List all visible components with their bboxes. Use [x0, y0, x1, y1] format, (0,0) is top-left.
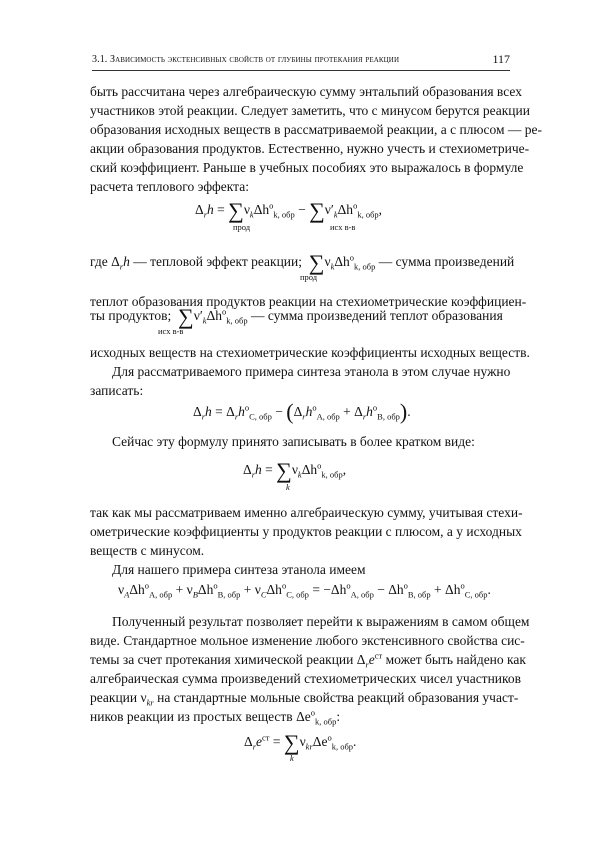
body-line: образования исходных веществ в рассматриваемой реакции, а с плюсом — ре- — [90, 122, 543, 137]
formula-heat-effect: $\Delta_rh = \sum\nu_k\Delta h^o_{k, обр} - \sum\nu'_k\Delta h^o_{k, обр}$, — [195, 198, 383, 223]
body-line: участников этой реакции. Следует заметить, что с минусом берутся реакции — [90, 103, 530, 118]
sum-subscript: исх в-в — [330, 222, 356, 232]
sum-subscript: исх в-в — [158, 326, 184, 336]
sum-subscript: прод — [233, 222, 251, 232]
page-number: 117 — [492, 52, 510, 66]
body-line: Сейчас эту формулу принято записывать в более кратком виде: — [112, 434, 475, 449]
body-line: веществ с минусом. — [90, 543, 205, 558]
running-header — [92, 52, 510, 72]
body-line: алгебраическая сумма произведений стехиометрических чисел участников — [90, 671, 522, 686]
body-line: теплот образования продуктов реакции на стехиометрические коэффициен- — [90, 294, 527, 309]
body-line: ников реакции из простых веществ $\Delta e^o_{k, обр}$: — [90, 707, 341, 727]
body-line: быть рассчитана через алгебраическую сумму энтальпий образования всех — [90, 84, 522, 99]
body-line: так как мы рассматриваем именно алгебраическую сумму, учитывая стехи- — [90, 505, 523, 520]
body-line: Полученный результат позволяет перейти к выражениям в самом общем — [112, 614, 530, 629]
body-line: записать: — [90, 383, 144, 398]
formula-general: $\Delta_re^{ст} = \sum\nu_{kr}\Delta e^o_{k, обр}$. — [244, 730, 357, 755]
sum-subscript: прод — [300, 272, 318, 282]
formula-ethanol-stoich: $\nu_A\Delta h^o_{A, обр} + \nu_B\Delta h^o_{B, обр} + \nu_C\Delta h^o_{C, обр} = -\Delta h^o_{A, обр} - \Delta h^o_{B, обр} + \Delta h^o_{C, обр}$. — [118, 580, 491, 600]
where-line: где $\Delta_rh$ — тепловой эффект реакции; $\sum\nu_k\Delta h^o_{k, обр}$ — сумма произведений — [90, 250, 515, 275]
body-line: Для рассматриваемого примера синтеза этанола в этом случае нужно — [112, 364, 511, 379]
body-line: исходных веществ на стехиометрические коэффициенты исходных веществ. — [90, 345, 530, 360]
formula-short: $\Delta_rh = \sum\nu_k\Delta h^o_{k, обр}$, — [243, 458, 347, 483]
body-line: темы за счет протекания химической реакции $\Delta_re^{ст}$ может быть найдено как — [90, 650, 526, 670]
body-line: акции образования продуктов. Естественно, нужно учесть и стехиометриче- — [90, 141, 530, 156]
body-line: Для нашего примера синтеза этанола имеем — [112, 562, 366, 577]
body-line: виде. Стандартное мольное изменение любого экстенсивного свойства сис- — [90, 633, 525, 648]
formula-ethanol-heat: $\Delta_rh = \Delta_rh^o_{C, обр} - (\Delta_rh^o_{A, обр} + \Delta_rh^o_{B, обр})$. — [193, 399, 411, 424]
body-line: ский коэффициент. Раньше в учебных пособиях это выражалось в формуле — [90, 160, 524, 175]
sum-subscript: k — [290, 753, 294, 763]
body-line: реакции $\nu_{kr}$ на стандартные мольные свойства реакций образования участ- — [90, 690, 519, 708]
sum-subscript: k — [286, 482, 290, 492]
header-title: 3.1. Зависимость экстенсивных свойств от глубины протекания реакции — [92, 54, 400, 65]
body-line: ометрические коэффициенты у продуктов реакции с плюсом, а у исходных — [90, 524, 522, 539]
body-line: расчета теплового эффекта: — [90, 179, 249, 194]
body-line: ты продуктов; $\sum\nu'_k\Delta h^o_{k, обр}$ — сумма произведений теплот образования — [90, 304, 503, 329]
header-rule — [92, 70, 510, 71]
